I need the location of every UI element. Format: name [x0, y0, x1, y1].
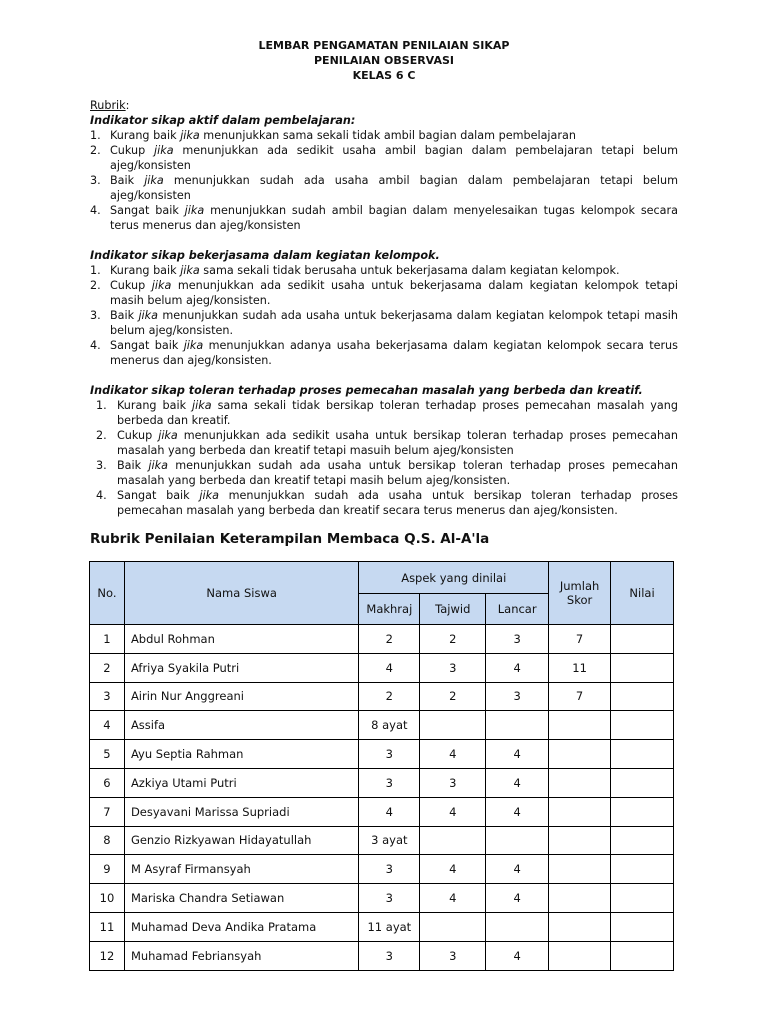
list-number: 3. — [96, 459, 107, 472]
list-item — [90, 278, 678, 308]
item-text: menunjukkan sudah ada usaha untuk bersikap toleran terhadap proses pemecahan masalah yang berbeda dan kreatif tetapi masih belum ajeg/konsisten. — [117, 459, 678, 487]
cell-nilai — [611, 768, 674, 797]
cell-nilai — [611, 884, 674, 913]
cell-jumlah — [549, 912, 611, 941]
item-italic: jika — [180, 129, 200, 142]
cell-tajwid — [420, 826, 486, 855]
cell-no: 6 — [90, 768, 125, 797]
table-title: Rubrik Penilaian Keterampilan Membaca Q.S. Al-A'la — [90, 531, 490, 547]
item-italic: jika — [154, 144, 174, 157]
cell-nama: Azkiya Utami Putri — [124, 768, 358, 797]
cell-jumlah — [549, 884, 611, 913]
item-text: sama sekali tidak berusaha untuk bekerjasama dalam kegiatan kelompok. — [199, 264, 620, 277]
item-text: menunjukkan ada sedikit usaha untuk bekerjasama dalam kegiatan kelompok tetapi masih belum ajeg/konsisten. — [110, 279, 679, 307]
cell-makhraj: 8 ayat — [359, 711, 420, 740]
list-number: 1. — [90, 129, 101, 142]
cell-lancar: 4 — [486, 797, 549, 826]
item-italic: jika — [184, 204, 205, 217]
list-item — [90, 173, 678, 203]
header-title: LEMBAR PENGAMATAN PENILAIAN SIKAP — [258, 39, 510, 52]
cell-jumlah — [549, 797, 611, 826]
cell-nama: Ayu Septia Rahman — [124, 740, 358, 769]
cell-no: 11 — [90, 912, 125, 941]
cell-makhraj: 2 — [359, 625, 420, 654]
item-text: Baik — [110, 174, 145, 187]
rubrik-colon: : — [125, 99, 130, 112]
cell-nilai — [611, 653, 674, 682]
table-row — [90, 855, 674, 884]
cell-tajwid: 2 — [420, 682, 486, 711]
cell-makhraj: 3 — [359, 768, 420, 797]
item-italic: jika — [199, 489, 219, 502]
table-row — [90, 711, 674, 740]
item-text: menunjukkan ada sedikit usaha untuk bersikap toleran terhadap proses pemecahan masalah yang berbeda dan kreatif tetapi masuih belum ajeg/konsisten — [117, 429, 678, 457]
item-text: Cukup — [110, 144, 155, 157]
table-row — [90, 884, 674, 913]
cell-nama: Airin Nur Anggreani — [124, 682, 358, 711]
cell-no: 7 — [90, 797, 125, 826]
item-italic: jika — [144, 174, 164, 187]
cell-makhraj: 11 ayat — [359, 912, 420, 941]
list-item — [90, 308, 678, 338]
cell-jumlah — [549, 768, 611, 797]
item-text: Baik — [117, 459, 149, 472]
cell-tajwid: 4 — [420, 855, 486, 884]
item-text: menunjukkan sudah ada usaha untuk bersikap toleran terhadap proses pemecahan masalah yang berbeda dan kreatif secara terus menerus dan ajeg/konsisten. — [117, 489, 678, 517]
header-class: KELAS 6 C — [352, 69, 416, 82]
cell-nama: M Asyraf Firmansyah — [124, 855, 358, 884]
cell-nilai — [611, 855, 674, 884]
list-item — [90, 203, 678, 233]
list-item — [90, 428, 678, 458]
cell-lancar: 3 — [486, 682, 549, 711]
rubrik-label-line — [90, 98, 678, 113]
cell-lancar: 4 — [486, 855, 549, 884]
list-number: 1. — [96, 399, 107, 412]
header-tajwid: Tajwid — [420, 594, 486, 625]
item-text: menunjukkan sudah ada usaha untuk bekerjasama dalam kegiatan kelompok tetapi masih belum ajeg/konsisten. — [110, 309, 678, 337]
list-item — [90, 143, 678, 173]
item-text: sama sekali tidak bersikap toleran terhadap proses pemecahan masalah yang berbeda dan kreatif. — [117, 399, 678, 427]
cell-makhraj: 3 ayat — [359, 826, 420, 855]
indicator-list-bekerjasama — [90, 263, 678, 368]
indicator-title-aktif: Indikator sikap aktif dalam pembelajaran: — [90, 114, 356, 127]
cell-jumlah: 7 — [549, 625, 611, 654]
cell-tajwid: 4 — [420, 884, 486, 913]
item-text: Baik — [110, 309, 139, 322]
header-nama-siswa: Nama Siswa — [124, 562, 358, 625]
table-row — [90, 682, 674, 711]
cell-makhraj: 3 — [359, 941, 420, 970]
cell-nama: Mariska Chandra Setiawan — [124, 884, 358, 913]
item-text: Kurang baik — [110, 264, 181, 277]
list-number: 3. — [90, 174, 101, 187]
indicator-title-toleran: Indikator sikap toleran terhadap proses pemecahan masalah yang berbeda dan kreatif. — [90, 384, 643, 397]
cell-makhraj: 3 — [359, 855, 420, 884]
header-nilai: Nilai — [611, 562, 674, 625]
list-item — [90, 458, 678, 488]
list-number: 4. — [90, 204, 101, 217]
cell-nilai — [611, 797, 674, 826]
cell-tajwid — [420, 912, 486, 941]
cell-lancar — [486, 711, 549, 740]
cell-tajwid — [420, 711, 486, 740]
cell-no: 8 — [90, 826, 125, 855]
table-row — [90, 826, 674, 855]
cell-makhraj: 4 — [359, 797, 420, 826]
indicator-list-toleran — [90, 398, 678, 518]
cell-lancar: 3 — [486, 625, 549, 654]
cell-tajwid: 2 — [420, 625, 486, 654]
cell-nilai — [611, 941, 674, 970]
indicator-title-bekerjasama: Indikator sikap bekerjasama dalam kegiatan kelompok. — [90, 249, 440, 262]
rubrik-label: Rubrik — [90, 99, 126, 112]
item-italic: jika — [192, 399, 212, 412]
cell-jumlah: 7 — [549, 682, 611, 711]
list-number: 2. — [90, 279, 101, 292]
list-item — [90, 398, 678, 428]
list-item — [90, 128, 678, 143]
document-header — [90, 38, 678, 83]
cell-no: 4 — [90, 711, 125, 740]
cell-nilai — [611, 682, 674, 711]
table-row — [90, 768, 674, 797]
table-row — [90, 740, 674, 769]
cell-no: 2 — [90, 653, 125, 682]
cell-makhraj: 2 — [359, 682, 420, 711]
table-row — [90, 912, 674, 941]
list-item — [90, 338, 678, 368]
cell-lancar — [486, 826, 549, 855]
cell-nama: Muhamad Febriansyah — [124, 941, 358, 970]
list-number: 2. — [90, 144, 101, 157]
list-number: 4. — [96, 489, 107, 502]
header-makhraj: Makhraj — [359, 594, 420, 625]
list-number: 4. — [90, 339, 101, 352]
cell-jumlah — [549, 855, 611, 884]
item-text: Kurang baik — [117, 399, 193, 412]
cell-tajwid: 4 — [420, 740, 486, 769]
list-number: 1. — [90, 264, 101, 277]
table-body — [90, 625, 674, 971]
cell-lancar: 4 — [486, 884, 549, 913]
item-italic: jika — [138, 309, 158, 322]
cell-no: 10 — [90, 884, 125, 913]
cell-nama: Abdul Rohman — [124, 625, 358, 654]
item-text: Sangat baik — [110, 339, 184, 352]
cell-tajwid: 3 — [420, 653, 486, 682]
cell-no: 5 — [90, 740, 125, 769]
item-italic: jika — [180, 264, 200, 277]
cell-nama: Genzio Rizkyawan Hidayatullah — [124, 826, 358, 855]
cell-jumlah: 11 — [549, 653, 611, 682]
item-italic: jika — [158, 429, 178, 442]
cell-tajwid: 3 — [420, 941, 486, 970]
cell-nilai — [611, 912, 674, 941]
list-item — [90, 488, 678, 518]
cell-nilai — [611, 711, 674, 740]
header-subtitle: PENILAIAN OBSERVASI — [314, 54, 454, 67]
cell-tajwid: 3 — [420, 768, 486, 797]
cell-jumlah — [549, 826, 611, 855]
item-text: menunjukkan sama sekali tidak ambil bagian dalam pembelajaran — [199, 129, 576, 142]
cell-nilai — [611, 826, 674, 855]
cell-lancar — [486, 912, 549, 941]
cell-nama: Assifa — [124, 711, 358, 740]
document-page — [90, 38, 678, 971]
header-lancar: Lancar — [486, 594, 549, 625]
rubrik-section — [90, 98, 678, 518]
cell-lancar: 4 — [486, 740, 549, 769]
header-jumlah-skor: Jumlah Skor — [549, 562, 611, 625]
list-item — [90, 263, 678, 278]
table-row — [90, 941, 674, 970]
item-italic: jika — [183, 339, 204, 352]
header-no: No. — [90, 562, 125, 625]
item-text: menunjukkan ada sedikit usaha ambil bagian dalam pembelajaran tetapi belum ajeg/konsisten — [110, 144, 678, 172]
item-text: menunjukkan adanya usaha bekerjasama dalam kegiatan kelompok secara terus menerus dan ajeg/konsisten. — [110, 339, 678, 367]
score-table — [89, 561, 674, 971]
indicator-list-aktif — [90, 128, 678, 233]
cell-makhraj: 4 — [359, 653, 420, 682]
cell-nama: Desyavani Marissa Supriadi — [124, 797, 358, 826]
cell-jumlah — [549, 711, 611, 740]
item-text: Cukup — [117, 429, 159, 442]
cell-no: 3 — [90, 682, 125, 711]
list-number: 3. — [90, 309, 101, 322]
header-aspek: Aspek yang dinilai — [359, 562, 549, 594]
table-row — [90, 625, 674, 654]
table-row — [90, 653, 674, 682]
cell-nama: Afriya Syakila Putri — [124, 653, 358, 682]
list-number: 2. — [96, 429, 107, 442]
item-italic: jika — [151, 279, 172, 292]
cell-lancar: 4 — [486, 653, 549, 682]
cell-nilai — [611, 740, 674, 769]
cell-nama: Muhamad Deva Andika Pratama — [124, 912, 358, 941]
cell-jumlah — [549, 740, 611, 769]
cell-lancar: 4 — [486, 768, 549, 797]
cell-makhraj: 3 — [359, 740, 420, 769]
item-text: menunjukkan sudah ada usaha ambil bagian dalam pembelajaran tetapi belum ajeg/konsisten — [110, 174, 678, 202]
cell-no: 12 — [90, 941, 125, 970]
cell-tajwid: 4 — [420, 797, 486, 826]
item-text: Sangat baik — [117, 489, 200, 502]
cell-lancar: 4 — [486, 941, 549, 970]
table-row — [90, 797, 674, 826]
cell-no: 9 — [90, 855, 125, 884]
item-italic: jika — [148, 459, 168, 472]
cell-jumlah — [549, 941, 611, 970]
item-text: Cukup — [110, 279, 152, 292]
cell-makhraj: 3 — [359, 884, 420, 913]
item-text: Kurang baik — [110, 129, 181, 142]
cell-nilai — [611, 625, 674, 654]
item-text: menunjukkan sudah ambil bagian dalam menyelesaikan tugas kelompok secara terus menerus dan ajeg/konsisten — [110, 204, 678, 232]
cell-no: 1 — [90, 625, 125, 654]
item-text: Sangat baik — [110, 204, 185, 217]
